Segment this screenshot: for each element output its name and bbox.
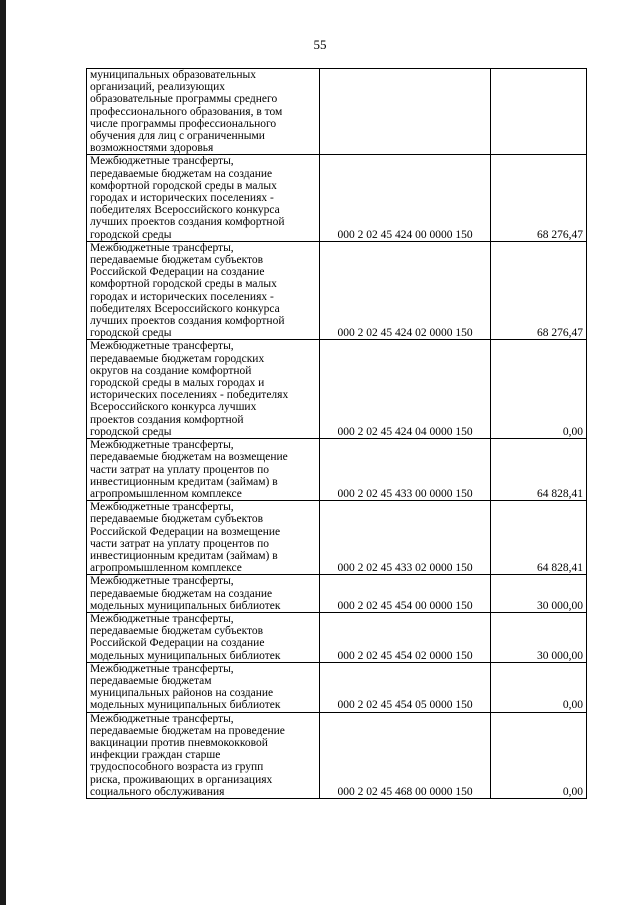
description-line: инфекции граждан старше <box>90 749 221 762</box>
amount-value: 0,00 <box>491 662 587 712</box>
description-line: возможностями здоровья <box>90 142 214 155</box>
description-line: Межбюджетные трансферты, <box>90 155 234 168</box>
description-line: передаваемые бюджетам субъектов <box>90 254 264 267</box>
table-row <box>87 712 587 798</box>
table-row <box>87 662 587 712</box>
description-line: муниципальных образовательных <box>90 69 257 81</box>
budget-table <box>86 68 587 799</box>
description-line: Российской Федерации на возмещение <box>90 525 281 538</box>
budget-classification-code: 000 2 02 45 424 04 0000 150 <box>320 340 491 439</box>
description-line: Российской Федерации на создание <box>90 266 265 279</box>
amount-value: 30 000,00 <box>491 575 587 613</box>
amount-value: 68 276,47 <box>491 241 587 340</box>
description-line: модельных муниципальных библиотек <box>90 649 281 662</box>
description-line: модельных муниципальных библиотек <box>90 699 281 712</box>
description-line: Межбюджетные трансферты, <box>90 612 234 625</box>
budget-classification-code: 000 2 02 45 468 00 0000 150 <box>320 712 491 798</box>
table-row <box>87 155 587 241</box>
budget-classification-code: 000 2 02 45 424 02 0000 150 <box>320 241 491 340</box>
budget-classification-code: 000 2 02 45 433 00 0000 150 <box>320 439 491 501</box>
description-line: инвестиционным кредитам (займам) в <box>90 549 278 562</box>
row-description <box>87 712 320 798</box>
budget-classification-code: 000 2 02 45 454 02 0000 150 <box>320 612 491 662</box>
description-line: передаваемые бюджетам на возмещение <box>90 451 288 464</box>
description-line: организаций, реализующих <box>90 81 225 94</box>
description-line: Межбюджетные трансферты, <box>90 241 234 254</box>
row-description <box>87 155 320 241</box>
description-line: Межбюджетные трансферты, <box>90 439 234 452</box>
description-line: комфортной городской среды в малых <box>90 179 277 192</box>
description-line: трудоспособного возраста из групп <box>90 761 264 774</box>
description-line: образовательные программы среднего <box>90 93 278 106</box>
description-line: части затрат на уплату процентов по <box>90 537 270 550</box>
description-line: Всероссийского конкурса лучших <box>90 401 257 414</box>
description-line: округов на создание комфортной <box>90 364 252 377</box>
description-line: Межбюджетные трансферты, <box>90 662 234 675</box>
row-description <box>87 662 320 712</box>
table-row <box>87 575 587 613</box>
description-line: городах и исторических поселениях - <box>90 192 274 205</box>
description-line: передаваемые бюджетам субъектов <box>90 625 264 638</box>
amount-value: 30 000,00 <box>491 612 587 662</box>
description-line: передаваемые бюджетам субъектов <box>90 513 264 526</box>
description-line: инвестиционным кредитам (займам) в <box>90 475 278 488</box>
table-row <box>87 69 587 155</box>
description-line: передаваемые бюджетам на создание <box>90 587 273 600</box>
description-line: профессионального образования, в том <box>90 105 283 118</box>
description-line: Российской Федерации на создание <box>90 637 265 650</box>
table-row <box>87 340 587 439</box>
description-line: победителях Всероссийского конкурса <box>90 302 280 315</box>
page-number: 55 <box>313 37 327 52</box>
description-line: лучших проектов создания комфортной <box>90 216 285 229</box>
budget-classification-code: 000 2 02 45 433 02 0000 150 <box>320 501 491 575</box>
description-line: исторических поселениях - победителях <box>90 389 289 402</box>
description-line: вакцинации против пневмококковой <box>90 736 268 749</box>
description-line: агропромышленном комплексе <box>90 487 242 500</box>
budget-table-body <box>87 69 587 799</box>
description-line: победителях Всероссийского конкурса <box>90 204 280 217</box>
row-description <box>87 340 320 439</box>
amount-value: 64 828,41 <box>491 439 587 501</box>
budget-classification-code: 000 2 02 45 454 05 0000 150 <box>320 662 491 712</box>
budget-classification-code: 000 2 02 45 454 00 0000 150 <box>320 575 491 613</box>
description-line: Межбюджетные трансферты, <box>90 501 234 514</box>
amount-value: 64 828,41 <box>491 501 587 575</box>
description-line: городах и исторических поселениях - <box>90 290 274 303</box>
description-line: комфортной городской среды в малых <box>90 278 277 291</box>
description-line: городской среды <box>90 425 172 438</box>
description-line: Межбюджетные трансферты, <box>90 340 234 353</box>
amount-value: 0,00 <box>491 712 587 798</box>
description-line: городской среды <box>90 327 172 340</box>
table-row <box>87 612 587 662</box>
description-line: социального обслуживания <box>90 785 225 798</box>
description-line: муниципальных районов на создание <box>90 687 274 700</box>
description-line: городской среды <box>90 228 172 241</box>
budget-classification-code: 000 2 02 45 424 00 0000 150 <box>320 155 491 241</box>
description-line: риска, проживающих в организациях <box>90 773 273 786</box>
amount-value: 68 276,47 <box>491 155 587 241</box>
description-line: Межбюджетные трансферты, <box>90 575 234 588</box>
row-description <box>87 69 320 155</box>
description-line: обучения для лиц с ограниченными <box>90 130 265 143</box>
description-line: числе программы профессионального <box>90 117 277 130</box>
description-line: агропромышленном комплексе <box>90 562 242 575</box>
row-description <box>87 439 320 501</box>
description-line: Межбюджетные трансферты, <box>90 712 234 725</box>
description-line: передаваемые бюджетам <box>90 674 212 687</box>
scan-left-edge <box>0 0 6 905</box>
description-line: городской среды в малых городах и <box>90 377 265 390</box>
amount-value: 0,00 <box>491 340 587 439</box>
description-line: лучших проектов создания комфортной <box>90 315 285 328</box>
budget-classification-code <box>320 69 491 155</box>
description-line: модельных муниципальных библиотек <box>90 599 281 612</box>
description-line: передаваемые бюджетам на проведение <box>90 724 285 737</box>
description-line: передаваемые бюджетам на создание <box>90 167 273 180</box>
description-line: части затрат на уплату процентов по <box>90 463 270 476</box>
row-description <box>87 501 320 575</box>
row-description <box>87 241 320 340</box>
row-description <box>87 612 320 662</box>
amount-value <box>491 69 587 155</box>
table-row <box>87 241 587 340</box>
description-line: проектов создания комфортной <box>90 413 244 426</box>
description-line: передаваемые бюджетам городских <box>90 352 265 365</box>
row-description <box>87 575 320 613</box>
table-row <box>87 439 587 501</box>
table-row <box>87 501 587 575</box>
